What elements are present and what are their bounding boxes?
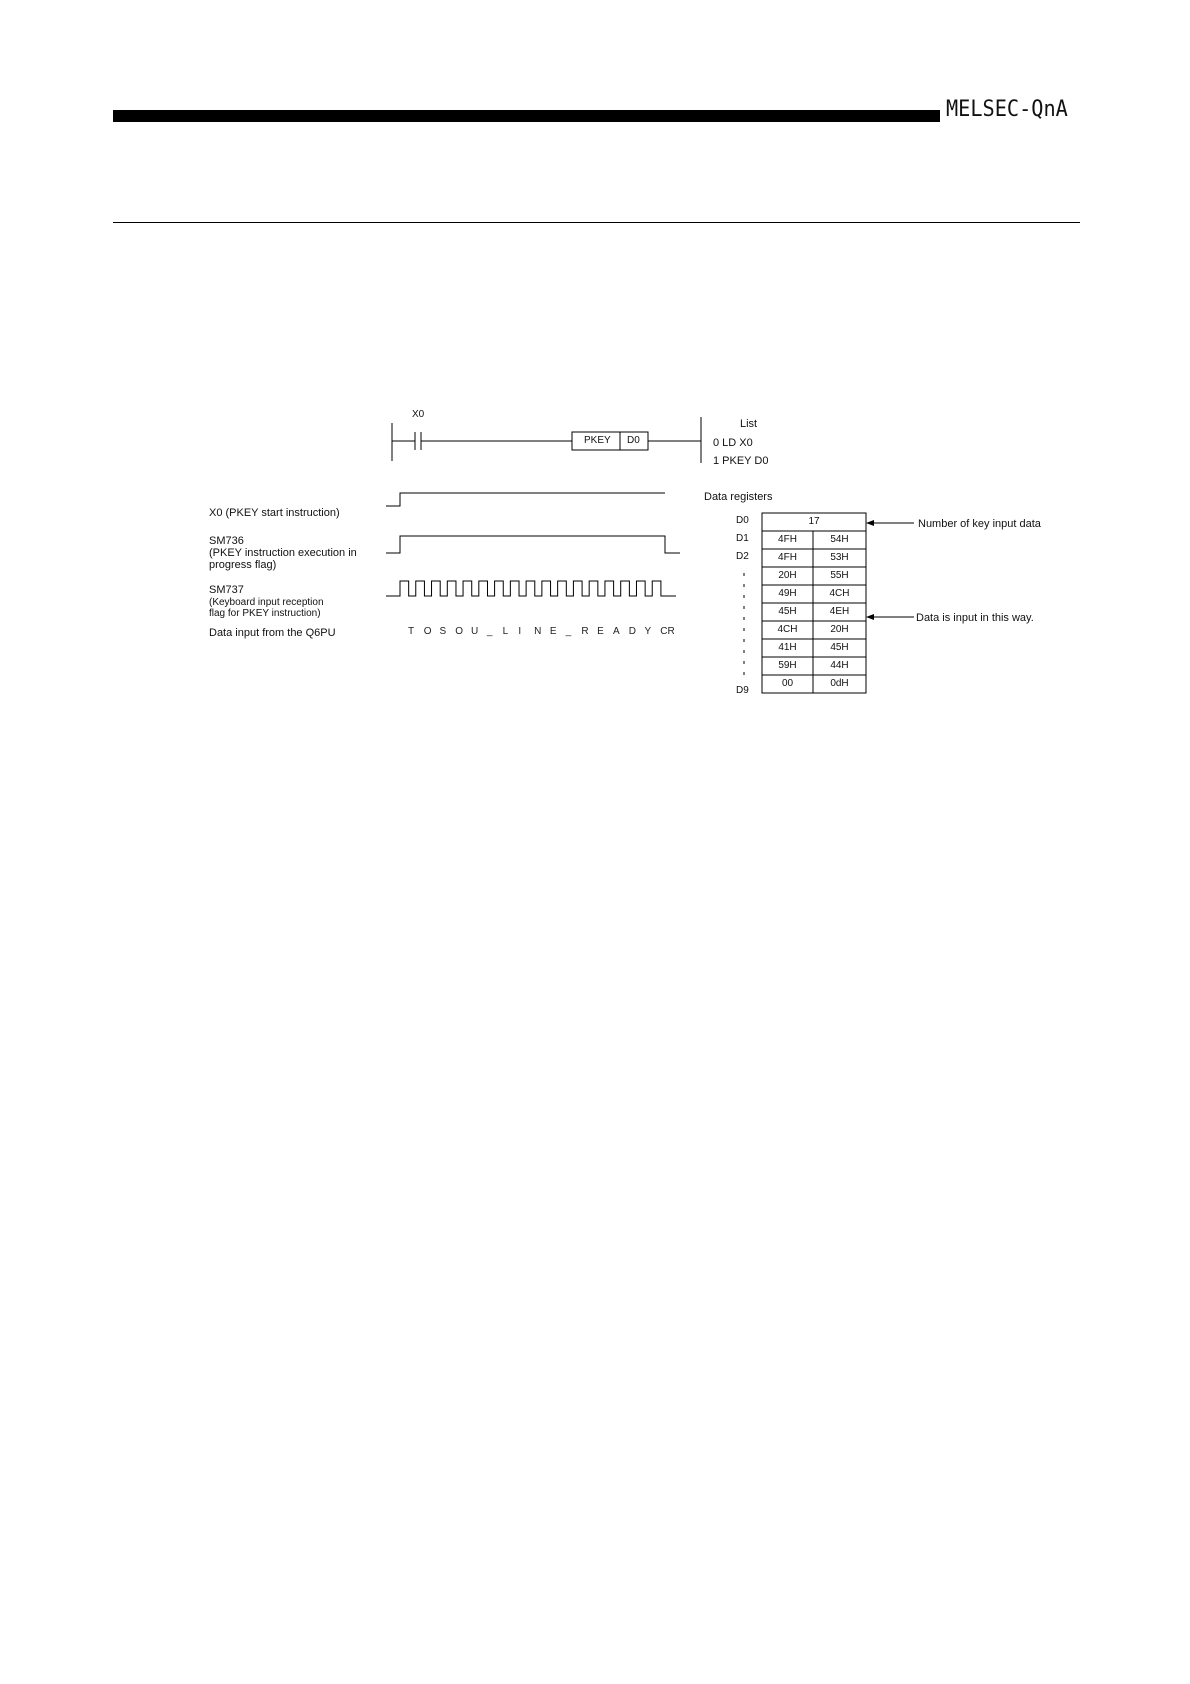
- signal-sm737-desc-1: (Keyboard input reception: [209, 597, 324, 608]
- input-char: CR: [660, 626, 675, 637]
- register-label-d9: D9: [736, 685, 749, 696]
- register-cell-high: 20H: [778, 570, 797, 581]
- list-line-1: 1 PKEY D0: [713, 455, 769, 467]
- annotation-input: Data is input in this way.: [916, 612, 1034, 624]
- input-char: _: [565, 626, 572, 637]
- input-char: E: [549, 626, 557, 637]
- input-char: N: [534, 626, 542, 637]
- input-char: I: [518, 626, 522, 637]
- register-cell-high: 00: [781, 678, 794, 689]
- register-count-value: 17: [808, 516, 820, 527]
- register-cell-high: 41H: [778, 642, 797, 653]
- register-cell-low: 4CH: [829, 588, 850, 599]
- register-label-d2: D2: [736, 551, 749, 562]
- instruction-label: PKEY: [584, 435, 611, 446]
- signal-x0-label: X0 (PKEY start instruction): [209, 507, 340, 519]
- brand-title: MELSEC-QnA: [946, 97, 1068, 122]
- register-cell-low: 44H: [830, 660, 849, 671]
- input-char: O: [423, 626, 432, 637]
- register-cell-low: 45H: [830, 642, 849, 653]
- register-cell-low: 54H: [830, 534, 849, 545]
- arrow-input-head: [866, 614, 874, 620]
- input-char: E: [597, 626, 604, 637]
- register-cell-low: 53H: [830, 552, 849, 563]
- arrow-count-head: [866, 520, 874, 526]
- operand-label: D0: [627, 435, 640, 446]
- signal-sm737-name: SM737: [209, 584, 244, 596]
- waveform-x0: [386, 493, 665, 506]
- input-char: R: [581, 626, 589, 637]
- signal-sm736-desc-2: progress flag): [209, 559, 277, 571]
- input-char: D: [628, 626, 636, 637]
- input-char: T: [408, 626, 415, 637]
- annotation-count: Number of key input data: [918, 518, 1041, 530]
- waveform-sm736: [386, 536, 680, 553]
- signal-sm737-desc-2: flag for PKEY instruction): [209, 608, 321, 619]
- list-line-0: 0 LD X0: [713, 437, 753, 449]
- register-label-d0: D0: [736, 515, 749, 526]
- register-cell-low: 20H: [830, 624, 849, 635]
- contact-label: X0: [412, 409, 425, 420]
- input-char: A: [612, 626, 620, 637]
- register-label-d1: D1: [736, 533, 749, 544]
- register-cell-high: 49H: [778, 588, 797, 599]
- signal-sm736-name: SM736: [209, 535, 244, 547]
- input-char: L: [502, 626, 509, 637]
- register-cell-high: 4CH: [777, 624, 798, 635]
- header-rule-bar: [113, 110, 940, 122]
- signal-sm736-desc-1: (PKEY instruction execution in: [209, 547, 357, 559]
- input-char: _: [486, 626, 493, 637]
- signal-data-input-label: Data input from the Q6PU: [209, 627, 336, 639]
- register-cell-low: 0dH: [830, 678, 849, 689]
- waveform-sm737: [386, 581, 676, 596]
- list-title: List: [740, 418, 758, 430]
- register-cell-high: 4FH: [778, 552, 797, 563]
- register-cell-high: 59H: [778, 660, 797, 671]
- register-cell-low: 55H: [830, 570, 849, 581]
- input-char: S: [439, 626, 447, 637]
- register-cell-high: 45H: [778, 606, 797, 617]
- section-rule: [113, 222, 1080, 223]
- input-char: O: [455, 626, 464, 637]
- registers-title: Data registers: [704, 491, 773, 503]
- register-cell-low: 4EH: [829, 606, 850, 617]
- register-cell-high: 4FH: [778, 534, 797, 545]
- input-char: U: [471, 626, 479, 637]
- input-char: Y: [644, 626, 652, 637]
